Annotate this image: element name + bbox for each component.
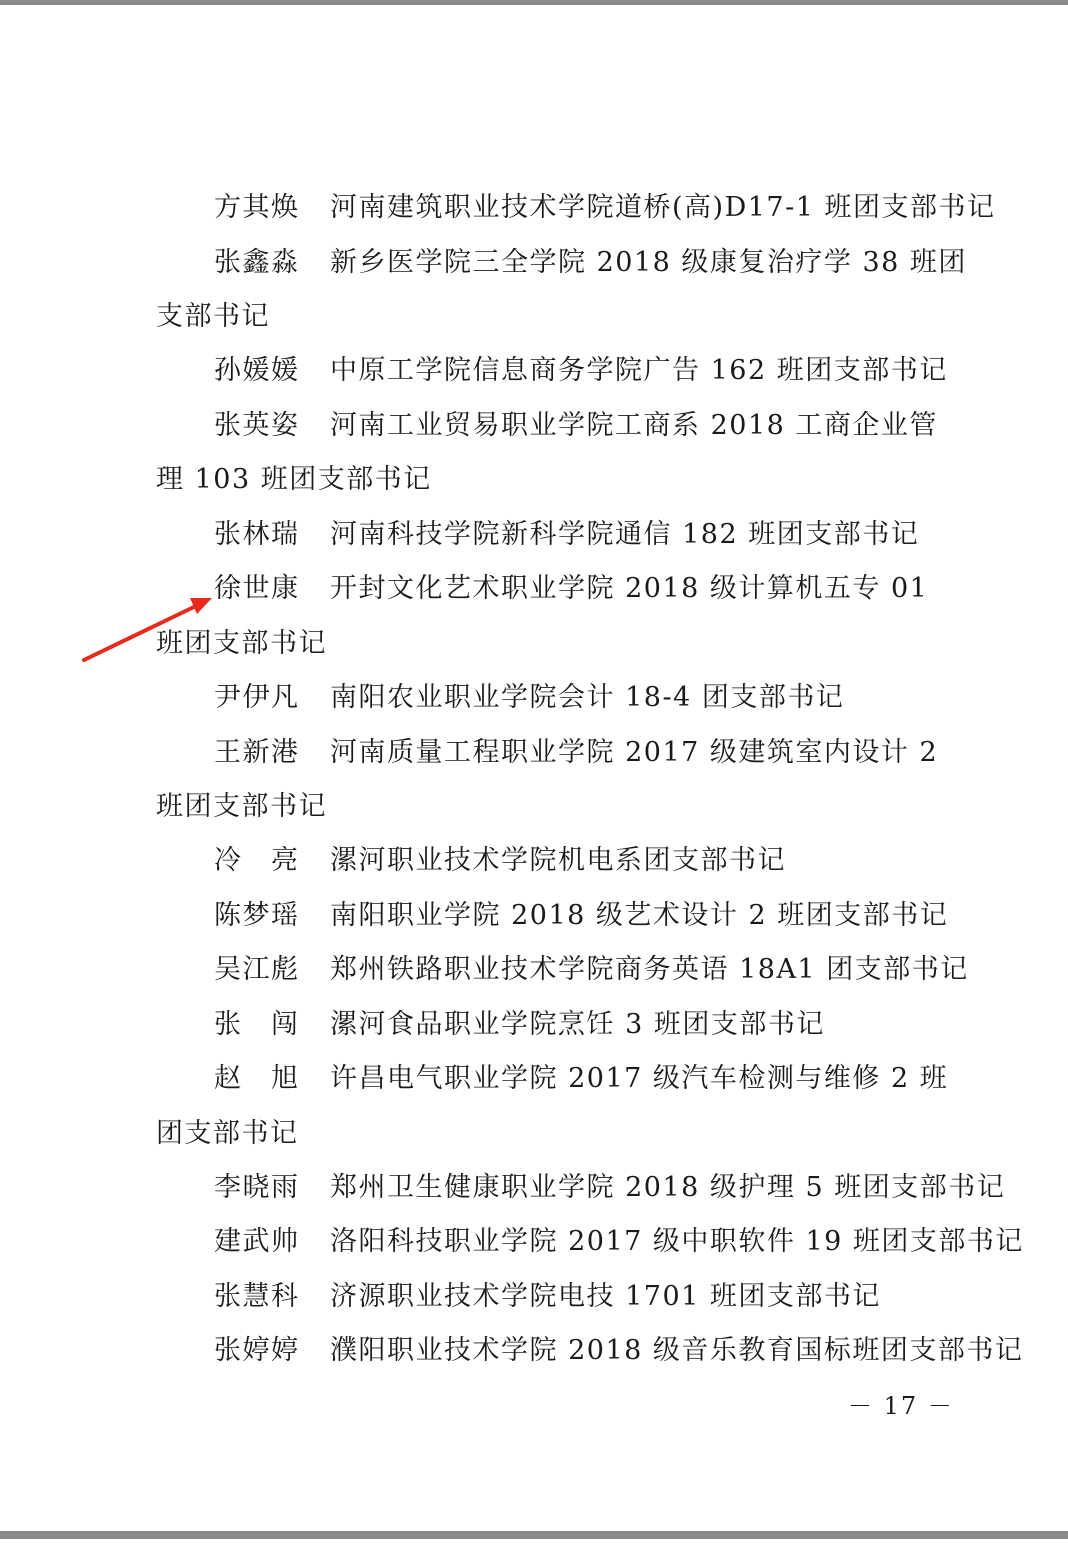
entry-continuation: 班团支部书记: [156, 791, 327, 822]
entry-name: 张英姿: [214, 410, 300, 441]
entry-desc: 河南工业贸易职业学院工商系 2018 工商企业管: [330, 410, 938, 441]
entry-desc: 许昌电气职业学院 2017 级汽车检测与维修 2 班: [330, 1063, 949, 1094]
entry-name: 李晓雨: [214, 1172, 300, 1203]
entry-desc: 漯河职业技术学院机电系团支部书记: [330, 845, 786, 876]
entry-name: 徐世康: [214, 573, 300, 604]
entry-desc: 开封文化艺术职业学院 2018 级计算机五专 01: [330, 573, 929, 604]
entry-name: 孙媛媛: [214, 355, 300, 386]
entry-desc: 河南科技学院新科学院通信 182 班团支部书记: [330, 519, 920, 550]
entry-name: 张慧科: [214, 1281, 300, 1312]
entry-desc: 南阳农业职业学院会计 18-4 团支部书记: [330, 682, 845, 713]
entry-desc: 漯河食品职业学院烹饪 3 班团支部书记: [330, 1009, 825, 1040]
page-number: － 17 －: [848, 1392, 954, 1420]
entry-desc: 中原工学院信息商务学院广告 162 班团支部书记: [330, 355, 948, 386]
entry-name: 张林瑞: [214, 519, 300, 550]
entry-name: 陈梦瑶: [214, 900, 300, 931]
entry-desc: 洛阳科技职业学院 2017 级中职软件 19 班团支部书记: [330, 1226, 1024, 1257]
entry-continuation: 支部书记: [156, 301, 270, 332]
entry-name: 冷 亮: [214, 845, 300, 876]
entry-name: 赵 旭: [214, 1063, 300, 1094]
entry-desc: 郑州铁路职业技术学院商务英语 18A1 团支部书记: [330, 954, 969, 985]
page-bottom-border: [0, 1531, 1068, 1539]
entry-name: 尹伊凡: [214, 682, 300, 713]
entry-name: 王新港: [214, 737, 300, 768]
entry-continuation: 理 103 班团支部书记: [156, 464, 432, 495]
entry-desc: 濮阳职业技术学院 2018 级音乐教育国标班团支部书记: [330, 1335, 1024, 1366]
entry-desc: 南阳职业学院 2018 级艺术设计 2 班团支部书记: [330, 900, 949, 931]
entry-name: 吴江彪: [214, 954, 300, 985]
entry-desc: 河南质量工程职业学院 2017 级建筑室内设计 2: [330, 737, 939, 768]
entry-name: 建武帅: [214, 1226, 300, 1257]
entry-continuation: 班团支部书记: [156, 628, 327, 659]
entry-desc: 新乡医学院三全学院 2018 级康复治疗学 38 班团: [330, 247, 967, 278]
entry-desc: 济源职业技术学院电技 1701 班团支部书记: [330, 1281, 881, 1312]
entry-desc: 郑州卫生健康职业学院 2018 级护理 5 班团支部书记: [330, 1172, 1006, 1203]
entry-name: 张鑫淼: [214, 247, 300, 278]
entry-continuation: 团支部书记: [156, 1118, 299, 1149]
entry-name: 张 闯: [214, 1009, 300, 1040]
entry-name: 张婷婷: [214, 1335, 300, 1366]
entry-desc: 河南建筑职业技术学院道桥(高)D17-1 班团支部书记: [330, 192, 996, 223]
entry-name: 方其焕: [214, 192, 300, 223]
